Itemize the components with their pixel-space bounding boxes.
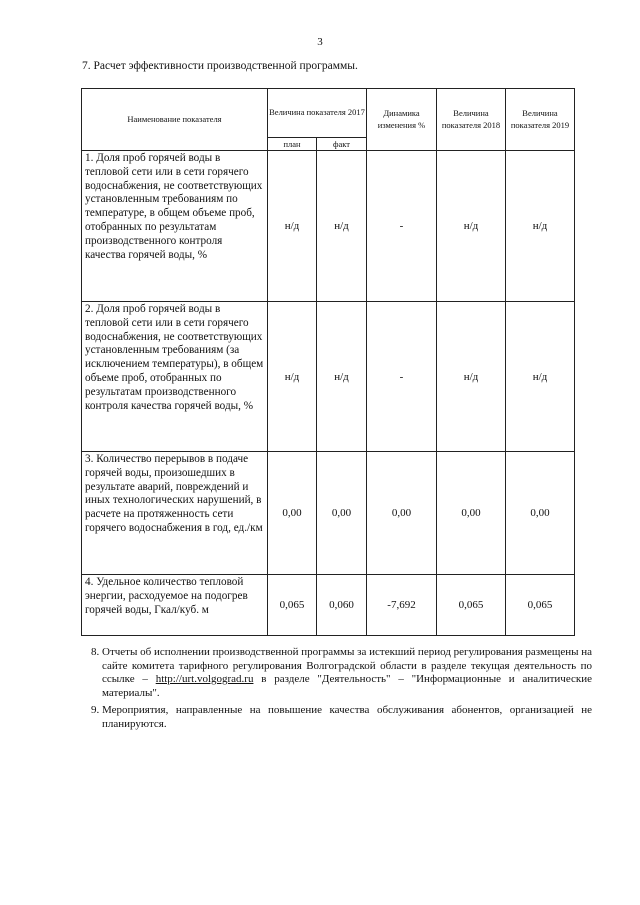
value-2019: н/д	[506, 151, 575, 302]
value-2019: 0,00	[506, 452, 575, 575]
note-item-9	[102, 704, 592, 731]
indicator-name: 4. Удельное количество тепловой энергии, расходуемое на подогрев горячей воды, Гкал/куб. м	[82, 575, 268, 636]
fact-value: 0,00	[317, 452, 367, 575]
page-number: 3	[317, 36, 323, 48]
section-title: 7. Расчет эффективности производственной программы.	[82, 60, 358, 72]
indicator-name: 3. Количество перерывов в подаче горячей воды, произошедших в результате аварий, повреждений и иных технологических нарушений, в расчете на протяженность сети горячего водоснабжения в год, ед./км	[82, 452, 268, 575]
dynamics-value: 0,00	[367, 452, 437, 575]
table-row	[82, 302, 575, 452]
fact-value: н/д	[317, 302, 367, 452]
header-value-2018: Величина показателя 2018	[437, 89, 506, 151]
efficiency-table	[81, 88, 575, 636]
header-dynamics: Динамика изменения %	[367, 89, 437, 151]
plan-value: 0,065	[268, 575, 317, 636]
fact-value: н/д	[317, 151, 367, 302]
header-value-2019: Величина показателя 2019	[506, 89, 575, 151]
value-2018: н/д	[437, 151, 506, 302]
note-8-text-after: в разделе "Деятельность" – "Информационные и аналитические материалы".	[102, 673, 592, 699]
table-row	[82, 575, 575, 636]
header-name: Наименование показателя	[82, 89, 268, 151]
header-value-2017: Величина показателя 2017	[268, 89, 367, 138]
note-item-8	[102, 646, 592, 700]
note-8-text-before: Отчеты об исполнении производственной программы за истекший период регулирования размещены на сайте комитета тарифного регулирования Волгоградской области в разделе текущая деятельность по ссылке –	[102, 646, 592, 685]
plan-value: н/д	[268, 302, 317, 452]
value-2019: н/д	[506, 302, 575, 452]
indicator-name: 1. Доля проб горячей воды в тепловой сети или в сети горячего водоснабжения, не соответствующих установленным требованиям по температуре, в общем объеме проб, отобранных по результатам производственного контроля качества горячей воды, %	[82, 151, 268, 302]
value-2018: н/д	[437, 302, 506, 452]
notes-list	[82, 646, 592, 735]
indicator-name: 2. Доля проб горячей воды в тепловой сети или в сети горячего водоснабжения, не соответствующих установленным требованиям (за исключением температуры), в общем объеме проб, отобранных по результатам производственного контроля качества горячей воды, %	[82, 302, 268, 452]
table-row	[82, 151, 575, 302]
value-2018: 0,065	[437, 575, 506, 636]
table-row	[82, 452, 575, 575]
dynamics-value: -7,692	[367, 575, 437, 636]
dynamics-value: -	[367, 302, 437, 452]
header-plan: план	[268, 138, 317, 151]
header-fact: факт	[317, 138, 367, 151]
fact-value: 0,060	[317, 575, 367, 636]
note-9-text: Мероприятия, направленные на повышение качества обслуживания абонентов, организацией не планируются.	[102, 704, 592, 730]
dynamics-value: -	[367, 151, 437, 302]
value-2018: 0,00	[437, 452, 506, 575]
urt-volgograd-link[interactable]: http://urt.volgograd.ru	[155, 673, 254, 685]
plan-value: 0,00	[268, 452, 317, 575]
plan-value: н/д	[268, 151, 317, 302]
value-2019: 0,065	[506, 575, 575, 636]
